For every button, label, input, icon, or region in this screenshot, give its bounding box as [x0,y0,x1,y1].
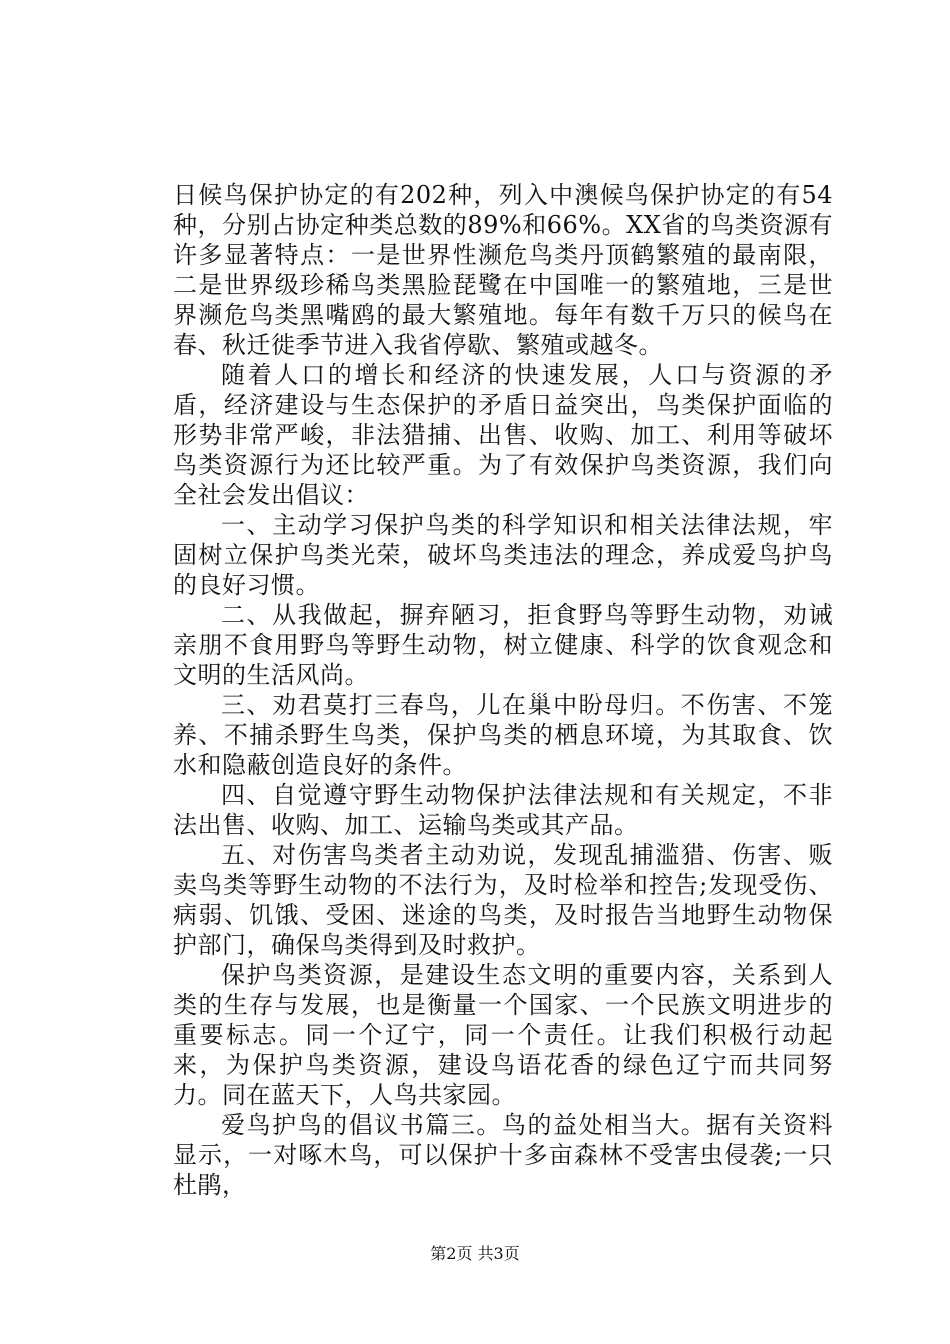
paragraph-5: 三、劝君莫打三春鸟，儿在巢中盼母归。不伤害、不笼养、不捕杀野生鸟类，保护鸟类的栖息环境，为其取食、饮水和隐蔽创造良好的条件。 [173,691,833,779]
page-number-footer: 第2页 共3页 [430,1244,520,1263]
paragraph-1: 日候鸟保护协定的有202种，列入中澳候鸟保护协定的有54种，分别占协定种类总数的89%和66%。XX省的鸟类资源有许多显著特点：一是世界性濒危鸟类丹顶鹤繁殖的最南限，二是世界级珍稀鸟类黑脸琵鹭在中国唯一的繁殖地，三是世界濒危鸟类黑嘴鸥的最大繁殖地。每年有数千万只的候鸟在春、秋迁徙季节进入我省停歇、繁殖或越冬。 [173,181,833,359]
document-body [173,180,833,1200]
paragraph-8: 保护鸟类资源，是建设生态文明的重要内容，关系到人类的生存与发展，也是衡量一个国家、一个民族文明进步的重要标志。同一个辽宁，同一个责任。让我们积极行动起来，为保护鸟类资源，建设鸟语花香的绿色辽宁而共同努力。同在蓝天下，人鸟共家园。 [173,961,833,1109]
paragraph-3: 一、主动学习保护鸟类的科学知识和相关法律法规，牢固树立保护鸟类光荣，破坏鸟类违法的理念，养成爱鸟护鸟的良好习惯。 [173,511,833,599]
paragraph-9: 爱鸟护鸟的倡议书篇三。鸟的益处相当大。据有关资料显示，一对啄木鸟，可以保护十多亩森林不受害虫侵袭;一只杜鹃， [173,1111,833,1199]
paragraph-6: 四、自觉遵守野生动物保护法律法规和有关规定，不非法出售、收购、加工、运输鸟类或其产品。 [173,781,833,839]
paragraph-2: 随着人口的增长和经济的快速发展，人口与资源的矛盾，经济建设与生态保护的矛盾日益突出，鸟类保护面临的形势非常严峻，非法猎捕、出售、收购、加工、利用等破坏鸟类资源行为还比较严重。为了有效保护鸟类资源，我们向全社会发出倡议： [173,361,833,509]
paragraph-4: 二、从我做起，摒弃陋习，拒食野鸟等野生动物，劝诫亲朋不食用野鸟等野生动物，树立健康、科学的饮食观念和文明的生活风尚。 [173,601,833,689]
paragraph-7: 五、对伤害鸟类者主动劝说，发现乱捕滥猎、伤害、贩卖鸟类等野生动物的不法行为，及时检举和控告;发现受伤、病弱、饥饿、受困、迷途的鸟类，及时报告当地野生动物保护部门，确保鸟类得到及时救护。 [173,841,833,959]
